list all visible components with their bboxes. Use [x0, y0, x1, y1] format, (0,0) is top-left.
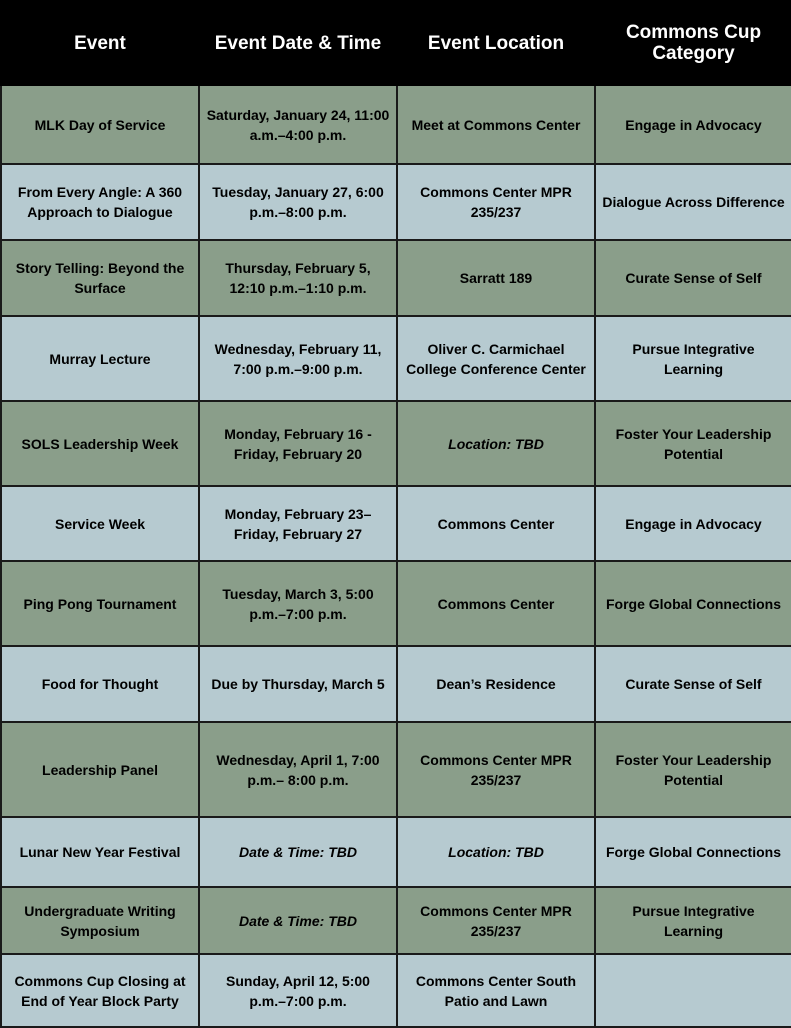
table-row [1, 722, 791, 817]
event-cell: Commons Cup Closing at End of Year Block Party [1, 954, 199, 1027]
date-time-cell: Thursday, February 5, 12:10 p.m.–1:10 p.m. [199, 240, 397, 316]
table-row [1, 240, 791, 316]
date-time-cell: Sunday, April 12, 5:00 p.m.–7:00 p.m. [199, 954, 397, 1027]
event-cell: Leadership Panel [1, 722, 199, 817]
location-cell: Commons Center [397, 561, 595, 646]
table-row [1, 164, 791, 240]
event-cell: From Every Angle: A 360 Approach to Dialogue [1, 164, 199, 240]
category-cell: Dialogue Across Difference [595, 164, 791, 240]
table-row [1, 85, 791, 164]
table-row [1, 954, 791, 1027]
category-cell: Engage in Advocacy [595, 486, 791, 561]
date-time-cell: Tuesday, January 27, 6:00 p.m.–8:00 p.m. [199, 164, 397, 240]
header-category: Commons Cup Category [595, 1, 791, 85]
location-cell: Oliver C. Carmichael College Conference Center [397, 316, 595, 401]
event-cell: SOLS Leadership Week [1, 401, 199, 486]
category-cell: Pursue Integrative Learning [595, 316, 791, 401]
category-cell [595, 954, 791, 1027]
location-cell: Dean’s Residence [397, 646, 595, 722]
category-cell: Foster Your Leadership Potential [595, 401, 791, 486]
event-cell: Undergraduate Writing Symposium [1, 887, 199, 954]
location-cell: Commons Center MPR 235/237 [397, 722, 595, 817]
table-row [1, 401, 791, 486]
category-cell: Forge Global Connections [595, 561, 791, 646]
location-cell: Commons Center [397, 486, 595, 561]
event-cell: Ping Pong Tournament [1, 561, 199, 646]
date-time-cell: Monday, February 23–Friday, February 27 [199, 486, 397, 561]
location-cell: Location: TBD [397, 401, 595, 486]
category-cell: Pursue Integrative Learning [595, 887, 791, 954]
table-row [1, 486, 791, 561]
table-row [1, 646, 791, 722]
event-cell: Murray Lecture [1, 316, 199, 401]
category-cell: Curate Sense of Self [595, 240, 791, 316]
date-time-cell: Date & Time: TBD [199, 887, 397, 954]
event-cell: Service Week [1, 486, 199, 561]
location-cell: Commons Center MPR 235/237 [397, 164, 595, 240]
category-cell: Engage in Advocacy [595, 85, 791, 164]
date-time-cell: Monday, February 16 - Friday, February 20 [199, 401, 397, 486]
date-time-cell: Due by Thursday, March 5 [199, 646, 397, 722]
table-row [1, 887, 791, 954]
category-cell: Curate Sense of Self [595, 646, 791, 722]
event-cell: Story Telling: Beyond the Surface [1, 240, 199, 316]
location-cell: Commons Center MPR 235/237 [397, 887, 595, 954]
category-cell: Foster Your Leadership Potential [595, 722, 791, 817]
event-cell: MLK Day of Service [1, 85, 199, 164]
event-cell: Lunar New Year Festival [1, 817, 199, 887]
event-cell: Food for Thought [1, 646, 199, 722]
date-time-cell: Saturday, January 24, 11:00 a.m.–4:00 p.m. [199, 85, 397, 164]
header-event: Event [1, 1, 199, 85]
table-row [1, 316, 791, 401]
date-time-cell: Wednesday, April 1, 7:00 p.m.– 8:00 p.m. [199, 722, 397, 817]
category-cell: Forge Global Connections [595, 817, 791, 887]
location-cell: Sarratt 189 [397, 240, 595, 316]
date-time-cell: Wednesday, February 11, 7:00 p.m.–9:00 p.m. [199, 316, 397, 401]
location-cell: Meet at Commons Center [397, 85, 595, 164]
location-cell: Commons Center South Patio and Lawn [397, 954, 595, 1027]
header-row [1, 1, 791, 85]
date-time-cell: Tuesday, March 3, 5:00 p.m.–7:00 p.m. [199, 561, 397, 646]
location-cell: Location: TBD [397, 817, 595, 887]
date-time-cell: Date & Time: TBD [199, 817, 397, 887]
table-row [1, 561, 791, 646]
header-location: Event Location [397, 1, 595, 85]
table-row [1, 817, 791, 887]
header-date-time: Event Date & Time [199, 1, 397, 85]
